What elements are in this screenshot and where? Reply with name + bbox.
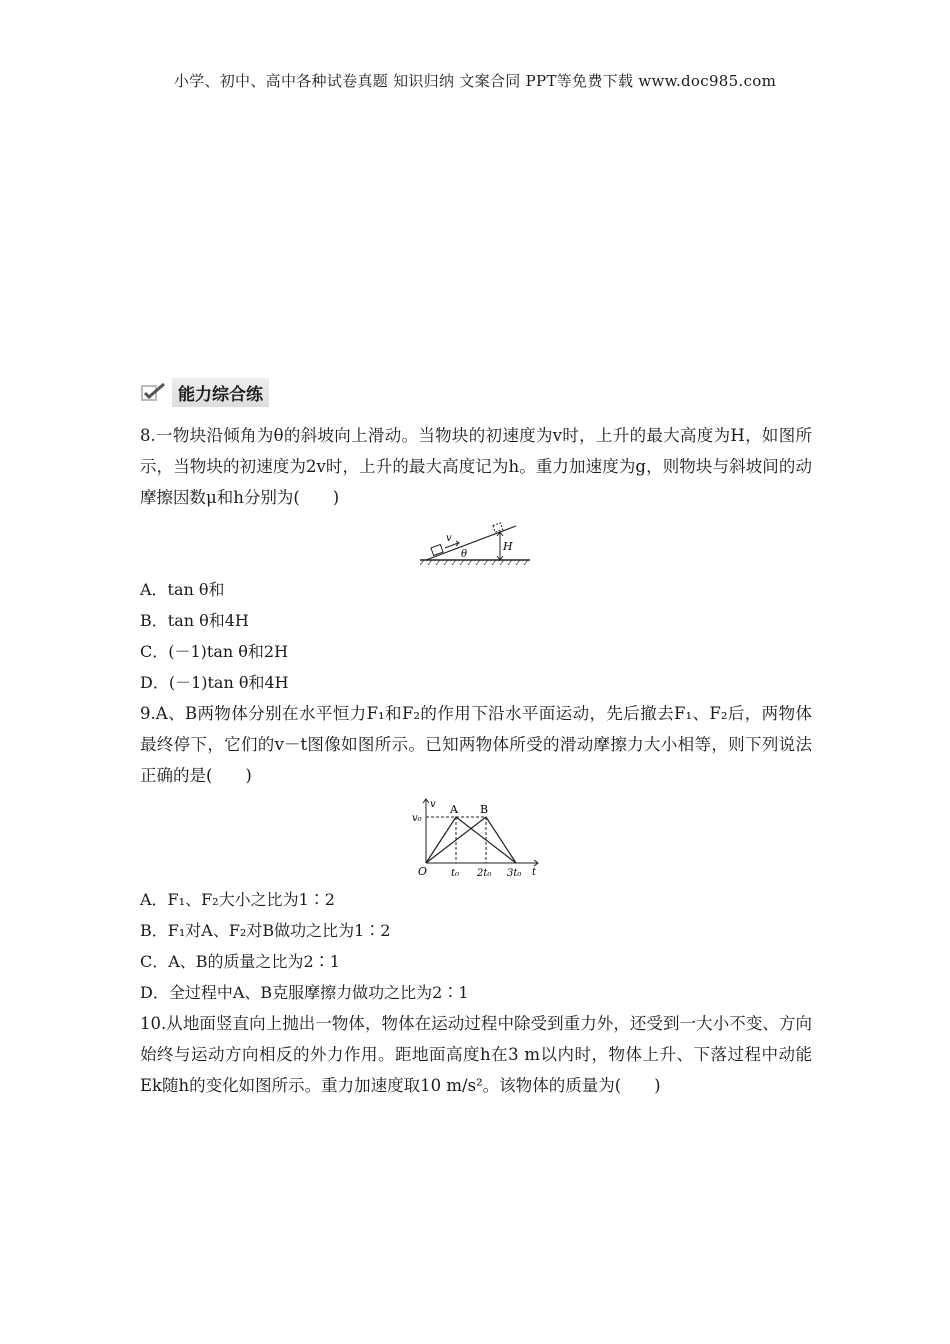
checklist-icon <box>140 382 166 404</box>
q9-option-c: C．A、B的质量之比为2∶1 <box>140 952 340 971</box>
q8-incline-figure <box>420 520 530 570</box>
q10-text: 10.从地面竖直向上抛出一物体，物体在运动过程中除受到重力外，还受到一大小不变、方向始终与运动方向相反的外力作用。距地面高度h在3 m以内时，物体上升、下落过程中动能Ek随h的变化如图所示。重力加速度取10 m/s²。该物体的质量为( ) <box>140 1014 812 1095</box>
q9-option-a: A．F₁、F₂大小之比为1∶2 <box>140 890 335 909</box>
q9-B-label: B <box>480 803 489 816</box>
q8-text: 8.一物块沿倾角为θ的斜坡向上滑动。当物块的初速度为v时，上升的最大高度为H，如图所示，当物块的初速度为2v时，上升的最大高度记为h。重力加速度为g，则物块与斜坡间的动摩擦因数μ和h分别为( ) <box>140 426 812 507</box>
q8-option-a: A．tan θ和 <box>140 580 225 599</box>
q8-v-label: v <box>446 533 452 544</box>
q9-3t0-label: 3t₀ <box>507 868 522 879</box>
q9-t-axis-label: t <box>532 867 537 878</box>
page-header: 小学、初中、高中各种试卷真题 知识归纳 文案合同 PPT等免费下载 www.doc985.com <box>173 72 777 90</box>
q8-theta-label: θ <box>461 549 468 560</box>
q9-text: 9.A、B两物体分别在水平恒力F₁和F₂的作用下沿水平面运动，先后撤去F₁、F₂后，两物体最终停下，它们的v－t图像如图所示。已知两物体所受的滑动摩擦力大小相等，则下列说法正确的是( ) <box>140 704 812 785</box>
q9-t0-label: t₀ <box>451 868 460 879</box>
q8-option-d: D．(－1)tan θ和4H <box>140 673 289 692</box>
q9-A-label: A <box>450 803 458 816</box>
q9-v0-label: v₀ <box>412 813 422 824</box>
q9-option-b: B．F₁对A、F₂对B做功之比为1∶2 <box>140 921 391 940</box>
section-title: 能力综合练 <box>172 378 269 407</box>
q8-option-b: B．tan θ和4H <box>140 611 249 630</box>
q9-v-axis-label: v <box>430 799 436 810</box>
q8-option-c: C．(－1)tan θ和2H <box>140 642 289 661</box>
q9-origin-label: O <box>418 865 428 878</box>
q9-option-d: D．全过程中A、B克服摩擦力做功之比为2∶1 <box>140 983 469 1002</box>
section-heading <box>140 378 269 407</box>
q9-vt-graph <box>410 795 545 884</box>
q8-H-label: H <box>503 540 513 553</box>
q9-2t0-label: 2t₀ <box>477 868 492 879</box>
